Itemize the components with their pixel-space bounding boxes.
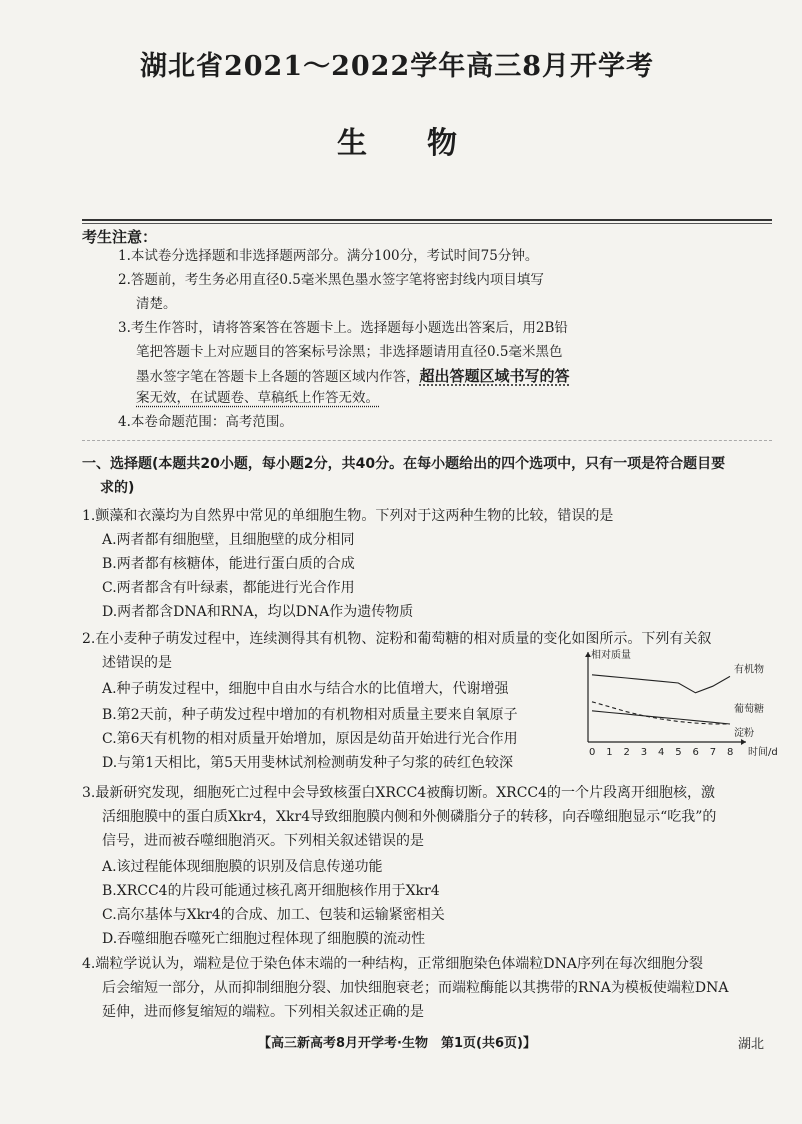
question-option: A.该过程能体现细胞膜的识别及信息传递功能 bbox=[102, 859, 383, 875]
question-option: A.两者都有细胞壁，且细胞壁的成分相同 bbox=[102, 532, 355, 548]
page-footer: 【高三新高考8月开学考·生物 第1页(共6页)】 bbox=[258, 1036, 536, 1051]
question-option: C.高尔基体与Xkr4的合成、加工、包装和运输紧密相关 bbox=[102, 907, 445, 923]
notice-text: 墨水签字笔在答题卡上各题的答题区域内作答， bbox=[136, 369, 420, 385]
chart-series bbox=[592, 675, 730, 724]
question-stem: 述错误的是 bbox=[102, 655, 172, 671]
notice-divider bbox=[82, 244, 772, 441]
notice-item: 清楚。 bbox=[136, 296, 177, 312]
section-heading-line: 一、选择题(本题共20小题，每小题2分，共40分。在每小题给出的四个选项中，只有一项是符合题目要 bbox=[82, 456, 726, 472]
question-stem: 1.颤藻和衣藻均为自然界中常见的单细胞生物。下列对于这两种生物的比较，错误的是 bbox=[82, 508, 614, 524]
mass-change-chart bbox=[574, 646, 778, 758]
series-label: 有机物 bbox=[734, 664, 764, 676]
series-line bbox=[592, 675, 730, 693]
exam-title: 湖北省2021～2022学年高三8月开学考 bbox=[139, 51, 655, 82]
notice-item: 2.答题前，考生务必用直径0.5毫米黑色墨水签字笔将密封线内项目填写 bbox=[118, 272, 544, 288]
section-heading-line: 求的) bbox=[100, 480, 135, 496]
chart-tick-labels bbox=[589, 747, 733, 758]
x-tick-label: 7 bbox=[709, 747, 717, 758]
question-option: D.与第1天相比，第5天用斐林试剂检测萌发种子匀浆的砖红色较深 bbox=[102, 755, 513, 771]
y-axis-label: 相对质量 bbox=[591, 650, 631, 661]
series-line bbox=[592, 711, 730, 724]
question-option: D.吞噬细胞吞噬死亡细胞过程体现了细胞膜的流动性 bbox=[102, 931, 426, 947]
notice-item: 4.本卷命题范围：高考范围。 bbox=[118, 414, 293, 430]
question-option: B.第2天前，种子萌发过程中增加的有机物相对质量主要来自氧原子 bbox=[102, 707, 518, 723]
question-stem: 延伸，进而修复缩短的端粒。下列相关叙述正确的是 bbox=[102, 1004, 424, 1020]
notice-item: 笔把答题卡上对应题目的答案标号涂黑；非选择题请用直径0.5毫米黑色 bbox=[136, 344, 563, 360]
x-tick-label: 1 bbox=[606, 747, 613, 758]
question-stem: 后会缩短一部分，从而抑制细胞分裂、加快细胞衰老；而端粒酶能以其携带的RNA为模板使端粒DNA bbox=[102, 980, 729, 996]
notice-item: 3.考生作答时，请将答案答在答题卡上。选择题每小题选出答案后，用2B铅 bbox=[118, 320, 568, 336]
x-axis-arrow bbox=[741, 739, 746, 745]
x-tick-label: 6 bbox=[692, 747, 699, 758]
x-tick-label: 8 bbox=[727, 747, 734, 758]
chart-legend bbox=[734, 662, 764, 739]
section-heading bbox=[82, 452, 782, 500]
question-option: C.两者都含有叶绿素，都能进行光合作用 bbox=[102, 580, 355, 596]
x-tick-label: 2 bbox=[623, 747, 630, 758]
question-option: B.XRCC4的片段可能通过核孔离开细胞核作用于Xkr4 bbox=[102, 883, 440, 899]
x-tick-label: 3 bbox=[640, 747, 648, 758]
question-option: B.两者都有核糖体，能进行蛋白质的合成 bbox=[102, 556, 355, 572]
notice-item: 1.本试卷分选择题和非选择题两部分。满分100分，考试时间75分钟。 bbox=[118, 248, 539, 264]
question-stem: 2.在小麦种子萌发过程中，连续测得其有机物、淀粉和葡萄糖的相对质量的变化如图所示。下列有关叙 bbox=[82, 631, 712, 647]
question-stem: 信号，进而被吞噬细胞消灭。下列相关叙述错误的是 bbox=[102, 833, 424, 849]
x-tick-label: 4 bbox=[658, 747, 665, 758]
question-option: A.种子萌发过程中，细胞中自由水与结合水的比值增大，代谢增强 bbox=[102, 681, 509, 697]
notice-emphasis: 超出答题区域书写的答 bbox=[419, 367, 570, 385]
question-stem: 活细胞膜中的蛋白质Xkr4，Xkr4导致细胞膜内侧和外侧磷脂分子的转移，向吞噬细胞显示“吃我”的 bbox=[102, 809, 717, 825]
question-stem: 4.端粒学说认为，端粒是位于染色体末端的一种结构，正常细胞染色体端粒DNA序列在每次细胞分裂 bbox=[82, 956, 703, 972]
notice-title: 考生注意： bbox=[82, 228, 158, 246]
question-stem: 3.最新研究发现，细胞死亡过程中会导致核蛋白XRCC4被酶切断。XRCC4的一个片段离开细胞核，激 bbox=[82, 785, 716, 801]
x-axis-label: 时间/d bbox=[748, 747, 778, 758]
subject-title: 生物 bbox=[337, 126, 517, 161]
series-label: 淀粉 bbox=[734, 727, 754, 739]
region-label: 湖北 bbox=[738, 1037, 765, 1052]
header-rule-thin bbox=[82, 223, 772, 224]
header-rule bbox=[82, 219, 772, 221]
x-tick-label: 0 bbox=[589, 747, 596, 758]
series-label: 葡萄糖 bbox=[734, 703, 764, 715]
notice-emphasis: 案无效，在试题卷、草稿纸上作答无效。 bbox=[136, 390, 379, 406]
x-tick-label: 5 bbox=[675, 747, 682, 758]
question-option: D.两者都含DNA和RNA，均以DNA作为遗传物质 bbox=[102, 604, 414, 620]
question-option: C.第6天有机物的相对质量开始增加，原因是幼苗开始进行光合作用 bbox=[102, 731, 518, 747]
